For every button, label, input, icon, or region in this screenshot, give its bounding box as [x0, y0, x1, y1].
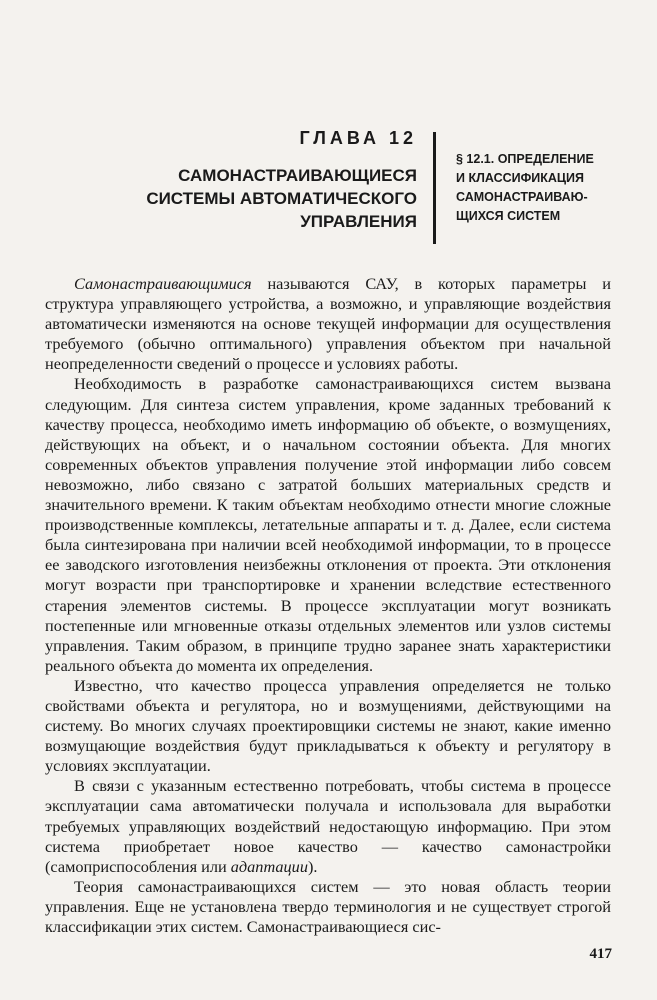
chapter-title-line: УПРАВЛЕНИЯ: [300, 212, 417, 231]
paragraph-text: называются САУ, в которых параметры и структура управляющего устройства, а возможно, и управляющие воздействия автоматически изменяются на основе текущей информации для осуществления требуемого (обычно оптимального) управления объектом при начальной неопределенности сведений о процессе и условиях работы.: [45, 274, 611, 374]
paragraph-tail: ).: [307, 856, 318, 876]
paragraph-text: Необходимость в разработке самонастраивающихся систем вызвана следующим. Для синтеза систем управления, кроме заданных требований к качеству процесса, необходимо иметь информацию об объекте, о возмущениях, действующих на объект, и о начальном состоянии объекта. Для многих современных объектов управления получение этой информации либо совсем невозможно, либо связано с затратой больших материальных средств и значительного времени. К таким объектам необходимо отнести многие сложные производственные комплексы, летательные аппараты и т. д. Далее, если система была синтезирована при наличии всей необходимой информации, то в процессе ее заводского изготовления неизбежны отклонения от проекта. Эти отклонения могут возрасти при транспортировке и хранении вследствие естественного старения элементов системы. В процессе эксплуатации могут возникать постепенные или мгновенные отказы отдельных элементов или узлов системы управления. Таким образом, в принципе трудно заранее знать характеристики реального объекта до момента их определения.: [45, 374, 611, 675]
paragraph: [45, 374, 611, 675]
section-heading: [456, 150, 594, 226]
chapter-label: ГЛАВА 12: [299, 128, 417, 148]
paragraph: [45, 877, 611, 937]
body-text: [45, 274, 611, 937]
section-heading-line: САМОНАСТРАИВАЮ-: [456, 190, 588, 204]
italic-term: адаптации: [230, 856, 308, 876]
section-heading-line: ЩИХСЯ СИСТЕМ: [456, 209, 561, 223]
paragraph-text: Теория самонастраивающихся систем — это новая область теории управления. Еще не установлена твердо терминология и не существует строгой классификации этих систем. Самонастраивающиеся сис-: [45, 876, 611, 936]
header-divider: [433, 132, 436, 244]
chapter-title-line: САМОНАСТРАИВАЮЩИЕСЯ: [178, 166, 417, 185]
paragraph-text: Известно, что качество процесса управления определяется не только свойствами объекта и регулятора, но и возмущениями, действующими на систему. Во многих случаях проектировщики системы не знают, какие именно возмущающие воздействия будут прикладываться к объекту и регулятору в условиях эксплуатации.: [45, 675, 611, 776]
paragraph: [45, 776, 611, 876]
defined-term: Самонастраивающимися: [74, 274, 252, 293]
section-heading-line: И КЛАССИФИКАЦИЯ: [456, 171, 585, 185]
section-heading-line: § 12.1. ОПРЕДЕЛЕНИЕ: [456, 152, 594, 166]
paragraph-text: В связи с указанным естественно потребовать, чтобы система в процессе эксплуатации сама автоматически получала и использовала для выработки требуемых управляющих воздействий недостающую информацию. При этом система приобретает новое качество — качество самонастройки (самоприспособления или: [45, 776, 611, 876]
chapter-header: [0, 128, 657, 246]
page-number: 417: [589, 946, 612, 962]
paragraph: [45, 274, 611, 374]
paragraph: [45, 676, 611, 776]
chapter-title-line: СИСТЕМЫ АВТОМАТИЧЕСКОГО: [146, 189, 417, 208]
chapter-title: [146, 164, 417, 233]
